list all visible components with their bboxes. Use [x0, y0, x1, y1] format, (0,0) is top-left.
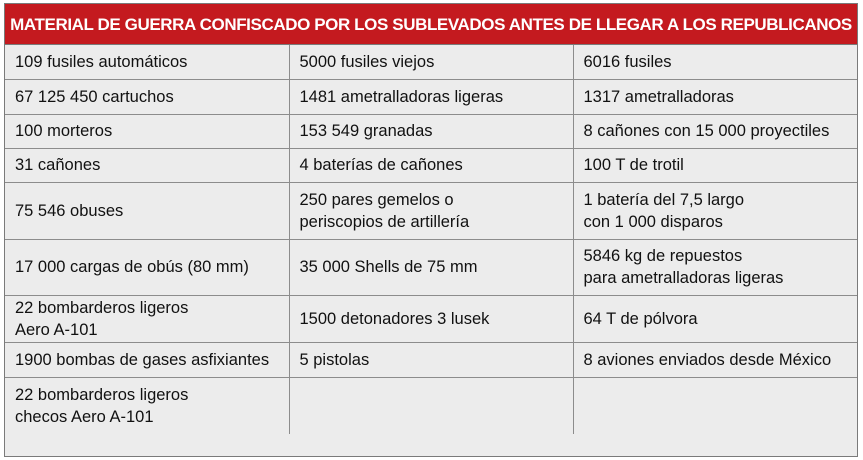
- cell-text: 6016 fusiles: [583, 52, 672, 71]
- table-cell: [573, 295, 857, 342]
- cell-text: 250 pares gemelos o: [299, 190, 454, 209]
- table-cell: [573, 239, 857, 295]
- table-cell: [5, 182, 289, 239]
- table-cell: [289, 148, 573, 182]
- materiel-table-frame: [4, 3, 858, 457]
- cell-text: 1 batería del 7,5 largo: [583, 190, 745, 209]
- cell-text: 22 bombarderos ligeros: [15, 298, 189, 317]
- table-cell: [573, 377, 857, 434]
- table-cell: [289, 45, 573, 79]
- table-row: [5, 182, 857, 239]
- cell-text: 1317 ametralladoras: [583, 87, 734, 106]
- table-row: [5, 239, 857, 295]
- table-cell: [573, 114, 857, 148]
- table-cell: [289, 79, 573, 114]
- cell-text: 5 pistolas: [299, 350, 370, 369]
- table-row: [5, 79, 857, 114]
- table-title: MATERIAL DE GUERRA CONFISCADO POR LOS SUBLEVADOS ANTES DE LLEGAR A LOS REPUBLICANOS: [5, 4, 857, 45]
- table-cell: [573, 342, 857, 377]
- table-row: [5, 295, 857, 342]
- table-cell: [289, 239, 573, 295]
- cell-text: 109 fusiles automáticos: [15, 52, 188, 71]
- table-cell: [289, 114, 573, 148]
- table-cell: [5, 377, 289, 434]
- cell-text: 1900 bombas de gases asfixiantes: [15, 350, 270, 369]
- table-row: [5, 114, 857, 148]
- cell-text: con 1 000 disparos: [583, 212, 723, 231]
- cell-text: 64 T de pólvora: [583, 309, 698, 328]
- table-cell: [5, 45, 289, 79]
- table-row: [5, 342, 857, 377]
- cell-text: 8 aviones enviados desde México: [583, 350, 832, 369]
- table-cell: [573, 45, 857, 79]
- table-cell: [289, 342, 573, 377]
- cell-text: 153 549 granadas: [299, 122, 433, 140]
- cell-text: para ametralladoras ligeras: [583, 269, 784, 287]
- cell-text: 1481 ametralladoras ligeras: [299, 87, 504, 106]
- table-cell: [5, 342, 289, 377]
- cell-text: 100 T de trotil: [583, 156, 684, 174]
- cell-text: 5846 kg de repuestos: [583, 247, 743, 265]
- cell-text: checos Aero A-101: [15, 407, 154, 426]
- cell-text: 67 125 450 cartuchos: [15, 87, 174, 106]
- table-row: [5, 45, 857, 79]
- cell-text: 31 cañones: [15, 156, 101, 174]
- cell-text: Aero A-101: [15, 320, 98, 339]
- table-cell: [289, 182, 573, 239]
- cell-text: 4 baterías de cañones: [299, 156, 463, 174]
- cell-text: periscopios de artillería: [299, 212, 470, 231]
- table-cell: [289, 377, 573, 434]
- table-cell: [5, 295, 289, 342]
- table-cell: [5, 114, 289, 148]
- materiel-table: [5, 45, 857, 434]
- cell-text: 8 cañones con 15 000 proyectiles: [583, 122, 830, 140]
- cell-text: 75 546 obuses: [15, 201, 124, 220]
- cell-text: 100 morteros: [15, 122, 113, 140]
- table-cell: [573, 182, 857, 239]
- table-cell: [5, 239, 289, 295]
- table-cell: [5, 148, 289, 182]
- table-cell: [289, 295, 573, 342]
- table-cell: [573, 79, 857, 114]
- cell-text: 22 bombarderos ligeros: [15, 385, 189, 404]
- table-row: [5, 148, 857, 182]
- table-cell: [5, 79, 289, 114]
- cell-text: 35 000 Shells de 75 mm: [299, 258, 478, 276]
- table-row: [5, 377, 857, 434]
- cell-text: 1500 detonadores 3 lusek: [299, 309, 490, 328]
- cell-text: 17 000 cargas de obús (80 mm): [15, 258, 249, 276]
- cell-text: 5000 fusiles viejos: [299, 52, 435, 71]
- table-cell: [573, 148, 857, 182]
